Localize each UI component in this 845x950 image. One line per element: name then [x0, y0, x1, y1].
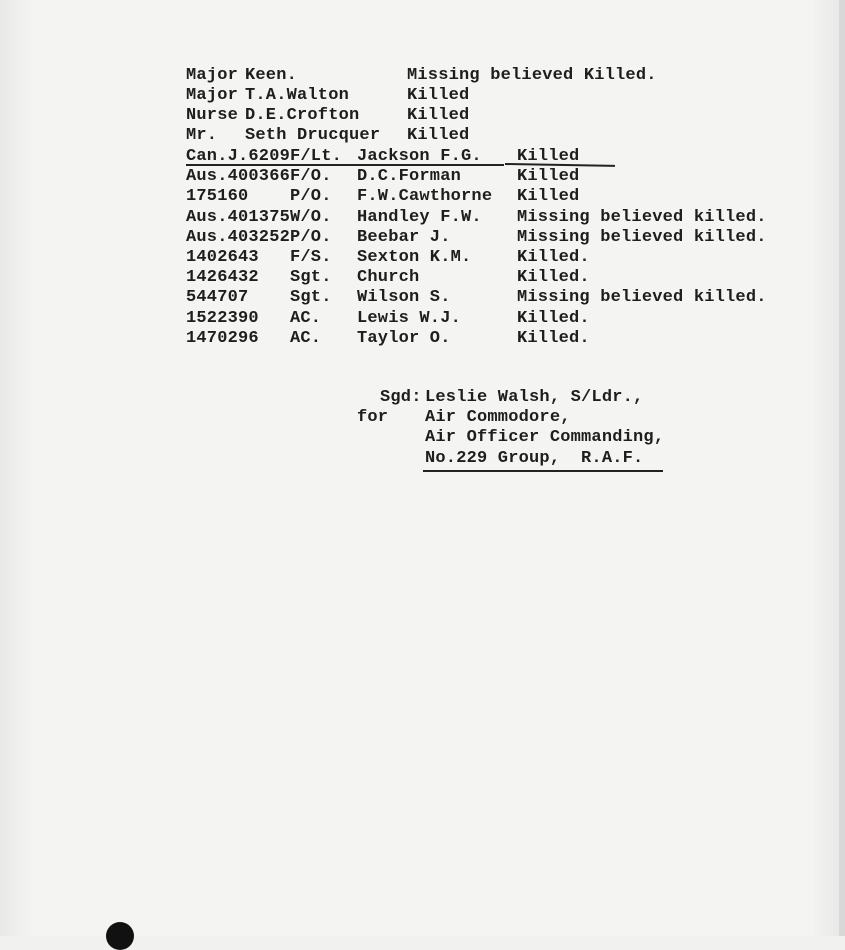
- civilian-name: Keen.: [245, 66, 298, 85]
- personnel-name: Handley F.W.: [357, 207, 482, 227]
- personnel-status: Killed.: [517, 248, 590, 267]
- personnel-rank: P/O.: [290, 187, 332, 207]
- personnel-number: Aus.401375: [186, 207, 291, 227]
- personnel-status: Killed.: [517, 268, 590, 288]
- personnel-name: Taylor O.: [357, 328, 451, 348]
- sgd-label: Sgd:: [380, 388, 422, 407]
- signatory-title: Air Commodore,: [425, 408, 571, 427]
- personnel-number: Aus.403252: [186, 227, 291, 247]
- personnel-status: Killed: [517, 167, 580, 187]
- personnel-name: Sexton K.M.: [357, 248, 472, 267]
- personnel-status: Missing believed killed.: [517, 288, 767, 308]
- personnel-rank: F/S.: [290, 248, 332, 267]
- signatory-office: Air Officer Commanding,: [425, 428, 665, 447]
- civilian-status: Killed: [407, 86, 470, 105]
- personnel-status: Killed: [517, 187, 580, 207]
- personnel-name: D.C.Forman: [357, 167, 462, 187]
- personnel-status: Killed.: [517, 328, 590, 348]
- personnel-rank: AC.: [290, 328, 322, 348]
- signatory-name: Leslie Walsh, S/Ldr.,: [425, 388, 644, 407]
- civilian-name: T.A.Walton: [245, 86, 350, 105]
- personnel-rank: W/O.: [290, 207, 332, 227]
- signature-underline: [423, 470, 663, 472]
- personnel-name: Wilson S.: [357, 288, 451, 308]
- personnel-name: F.W.Cawthorne: [357, 187, 493, 207]
- personnel-name: Lewis W.J.: [357, 308, 462, 328]
- personnel-number: 1426432: [186, 268, 259, 288]
- personnel-rank: Sgt.: [290, 268, 332, 288]
- personnel-status: Missing believed killed.: [517, 207, 767, 227]
- personnel-number: Aus.400366: [186, 167, 291, 187]
- personnel-rank: AC.: [290, 308, 322, 328]
- personnel-status: Killed: [517, 147, 580, 166]
- civilian-name: D.E.Crofton: [245, 106, 360, 125]
- civilian-name: Seth Drucquer: [245, 126, 381, 145]
- personnel-status: Missing believed killed.: [517, 227, 767, 247]
- personnel-number: 1402643: [186, 248, 259, 267]
- punch-hole: [106, 922, 134, 950]
- civilian-status: Missing believed Killed.: [407, 66, 657, 85]
- civilian-title: Nurse: [186, 106, 239, 125]
- personnel-rank: P/O.: [290, 227, 332, 247]
- personnel-name: Church: [357, 268, 420, 288]
- signatory-unit: No.229 Group, R.A.F.: [425, 449, 644, 468]
- personnel-number: 1470296: [186, 328, 259, 348]
- for-label: for: [357, 408, 389, 427]
- personnel-number: 175160: [186, 187, 249, 207]
- personnel-rank: F/O.: [290, 167, 332, 187]
- personnel-name: Jackson F.G.: [357, 147, 482, 166]
- personnel-rank: F/Lt.: [290, 147, 343, 166]
- civilian-title: Major: [186, 66, 239, 85]
- page-edge: [839, 0, 845, 936]
- civilian-title: Major: [186, 86, 239, 105]
- civilian-status: Killed: [407, 106, 470, 125]
- personnel-number: 544707: [186, 288, 249, 308]
- personnel-number: 1522390: [186, 308, 259, 328]
- personnel-status: Killed.: [517, 308, 590, 328]
- civilian-status: Killed: [407, 126, 470, 145]
- civilian-title: Mr.: [186, 126, 218, 145]
- personnel-rank: Sgt.: [290, 288, 332, 308]
- personnel-name: Beebar J.: [357, 227, 451, 247]
- personnel-number: Can.J.6209: [186, 147, 291, 166]
